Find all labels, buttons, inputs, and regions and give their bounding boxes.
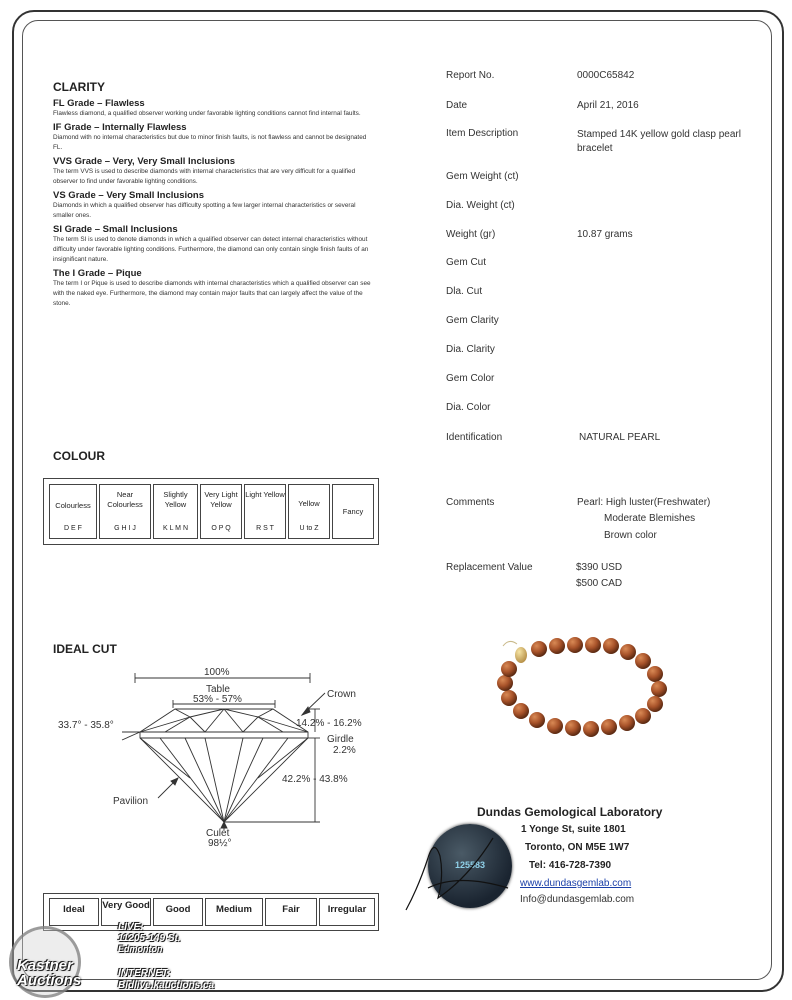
field-item-description-label: Item Description <box>446 128 519 139</box>
auction-live-info <box>118 922 181 955</box>
grade-vs-desc: Diamonds in which a qualified observer has difficulty spotting a few larger internal characteristics or several smaller ones. <box>53 202 356 219</box>
field-date-value: April 21, 2016 <box>577 100 639 111</box>
colour-cell-label: Yellow <box>298 499 320 508</box>
grade-vvs-name: VVS Grade – Very, Very Small Inclusions <box>53 156 235 167</box>
comments-line-3: Brown color <box>604 530 657 541</box>
auction-internet-label: INTERNET: <box>118 968 171 979</box>
signature <box>398 818 518 918</box>
grade-vs-name: VS Grade – Very Small Inclusions <box>53 190 205 201</box>
field-dia-weight-label: Dia. Weight (ct) <box>446 200 515 211</box>
colour-cell-label: Fancy <box>342 507 364 516</box>
field-report-no-label: Report No. <box>446 70 495 81</box>
colour-cell-label: Slightly Yellow <box>163 490 188 509</box>
replacement-value-label: Replacement Value <box>446 562 533 573</box>
clarity-title: CLARITY <box>53 80 105 94</box>
cut-total-label: 100% <box>204 667 230 678</box>
replacement-value-cad: $500 CAD <box>576 578 623 589</box>
colour-cell-very-light-yellow <box>200 484 242 539</box>
auction-logo-text: Kastner Auctions <box>17 957 82 989</box>
cut-crown-label: Crown <box>327 689 356 700</box>
lab-email: Info@dundasgemlab.com <box>520 894 635 905</box>
cut-pavilion-depth: 42.2% - 43.8% <box>282 774 348 785</box>
field-date-label: Date <box>446 100 468 111</box>
cut-grade-irregular: Irregular <box>319 898 375 926</box>
field-dia-clarity-label: Dia. Clarity <box>446 344 495 355</box>
lab-website-link[interactable]: www.dundasgemlab.com <box>520 878 632 889</box>
cut-culet-label: Culet <box>206 828 230 839</box>
colour-cell-range: D E F <box>64 525 82 532</box>
cut-girdle-value: 2.2% <box>333 745 356 756</box>
field-dla-cut-label: Dla. Cut <box>446 286 483 297</box>
field-weight-label: Weight (gr) <box>446 229 496 240</box>
colour-cell-yellow <box>288 484 330 539</box>
colour-cell-label: Near Colourless <box>107 490 143 509</box>
colour-scale <box>43 478 379 545</box>
colour-cell-label: Colourless <box>55 501 91 510</box>
lab-tel: Tel: 416-728-7390 <box>529 860 612 871</box>
lab-address-2: Toronto, ON M5E 1W7 <box>525 842 630 853</box>
colour-cell-label: Light Yellow <box>245 490 285 499</box>
grade-i-name: The I Grade – Pique <box>53 268 142 279</box>
auction-logo-watermark <box>5 922 110 997</box>
colour-cell-slightly-yellow <box>153 484 198 539</box>
field-identification-label: Identification <box>446 432 503 443</box>
cut-grade-medium: Medium <box>205 898 263 926</box>
colour-cell-colourless <box>49 484 97 539</box>
cut-grade-ideal: Ideal <box>49 898 99 926</box>
colour-cell-range: R S T <box>256 525 274 532</box>
field-gem-color-label: Gem Color <box>446 373 495 384</box>
cut-crown-height: 14.2% - 16.2% <box>296 718 362 729</box>
cut-pavilion-label: Pavilion <box>113 796 149 807</box>
auction-live-label: LIVE: <box>118 922 144 933</box>
diamond-diagram <box>40 660 390 850</box>
grade-if-name: IF Grade – Internally Flawless <box>53 122 187 133</box>
cut-culet-value: 98½° <box>208 838 232 849</box>
grade-if-desc: Diamond with no internal characteristics but due to minor finish faults, is not flawless and cannot be designated FL. <box>53 134 367 151</box>
auction-live-city: Edmonton <box>118 944 163 954</box>
cut-girdle-label: Girdle <box>327 734 354 745</box>
colour-title: COLOUR <box>53 449 105 463</box>
cut-grade-good: Good <box>153 898 203 926</box>
cut-table-label: Table <box>206 684 230 695</box>
grade-fl-desc: Flawless diamond, a qualified observer working under favorable lighting conditions cannot find internal faults. <box>53 110 361 117</box>
colour-cell-range: O P Q <box>211 525 231 532</box>
field-weight-value: 10.87 grams <box>577 229 633 240</box>
auction-internet-url: Bidlive.kauctions.ca <box>118 980 215 991</box>
pearl-bracelet-photo <box>485 630 680 745</box>
field-gem-cut-label: Gem Cut <box>446 257 487 268</box>
field-gem-clarity-label: Gem Clarity <box>446 315 499 326</box>
grade-fl-name: FL Grade – Flawless <box>53 98 145 109</box>
grade-i-desc: The term I or Pique is used to describe diamonds with internal characteristics which a qualified observer can see with the naked eye. Furthermore, the diamond may contain major faults that can largely affect the value of the stone. <box>53 280 371 307</box>
colour-cell-range: G H I J <box>114 525 136 532</box>
colour-cell-range: U to Z <box>299 525 319 532</box>
field-gem-weight-label: Gem Weight (ct) <box>446 171 519 182</box>
colour-cell-label: Very Light Yellow <box>204 490 238 509</box>
lab-address-1: 1 Yonge St, suite 1801 <box>521 824 626 835</box>
auction-internet-info <box>118 968 214 992</box>
cut-table-range: 53% - 57% <box>193 694 242 705</box>
clarity-grades <box>53 98 373 309</box>
ideal-cut-title: IDEAL CUT <box>53 642 117 656</box>
comments-label: Comments <box>446 497 495 508</box>
colour-cell-fancy <box>332 484 374 539</box>
field-item-description-value: Stamped 14K yellow gold clasp pearl bracelet <box>577 129 741 154</box>
auction-live-address: 11205-149 St. <box>118 933 181 944</box>
cut-grade-very-good: Very Good <box>101 898 151 926</box>
colour-cell-near-colourless <box>99 484 151 539</box>
comments-line-2: Moderate Blemishes <box>604 513 696 524</box>
field-identification-value: NATURAL PEARL <box>579 432 661 443</box>
grade-vvs-desc: The term VVS is used to describe diamonds with internal characteristics that are very difficult for a qualified observer to find under favorable lighting conditions. <box>53 168 356 185</box>
field-dia-color-label: Dia. Color <box>446 402 491 413</box>
lab-name: Dundas Gemological Laboratory <box>477 805 663 819</box>
grade-si-desc: The term SI is used to denote diamonds in which a qualified observer can detect internal characteristics without difficulty under favorable lighting conditions. Furthermore, the diamond can only contain single finish faults of an insignificant nature. <box>53 236 369 263</box>
grade-si-name: SI Grade – Small Inclusions <box>53 224 178 235</box>
replacement-value-usd: $390 USD <box>576 562 623 573</box>
colour-cell-light-yellow <box>244 484 286 539</box>
cut-grade-fair: Fair <box>265 898 317 926</box>
comments-line-1: Pearl: High luster(Freshwater) <box>577 497 711 508</box>
cut-crown-angle: 33.7° - 35.8° <box>58 720 114 731</box>
field-report-no-value: 0000C65842 <box>577 70 635 81</box>
colour-cell-range: K L M N <box>162 525 189 532</box>
seal-number: 125583 <box>454 860 486 870</box>
